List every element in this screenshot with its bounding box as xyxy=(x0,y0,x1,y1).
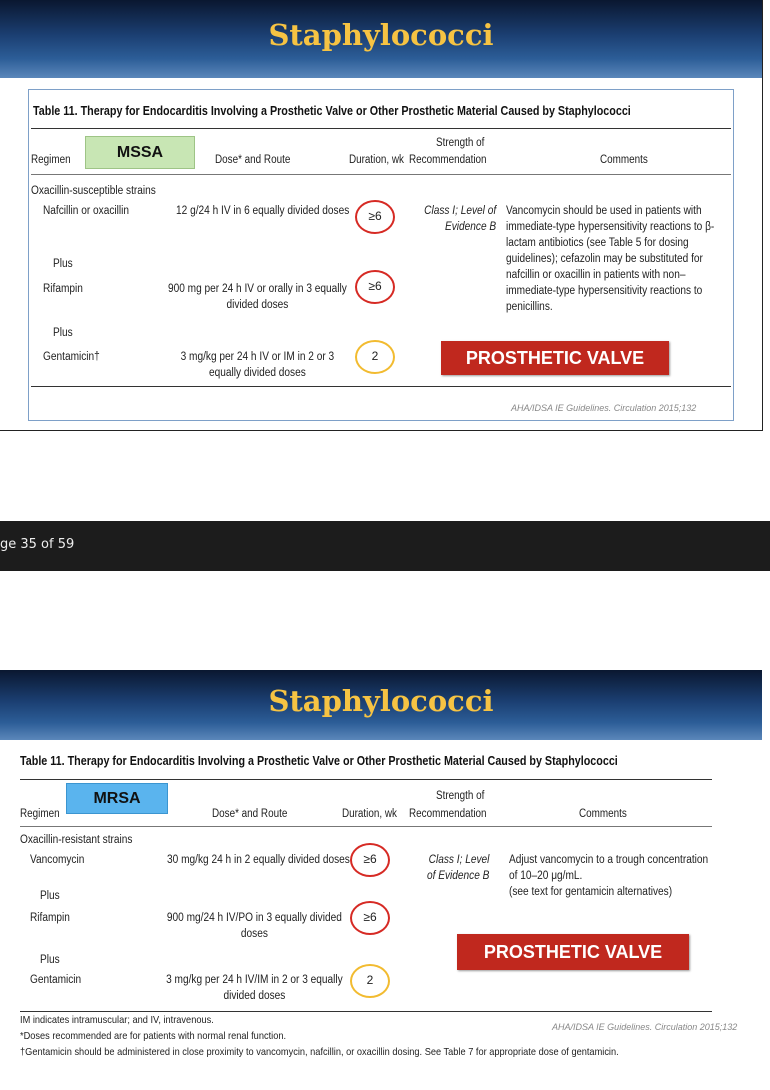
section-label: Oxacillin-susceptible strains xyxy=(31,185,156,197)
comments-text: Adjust vancomycin to a trough concentration of 10–20 μg/mL. xyxy=(509,854,709,882)
duration-oval-yellow: 2 xyxy=(355,340,395,374)
duration-oval-red: ≥6 xyxy=(355,200,395,234)
duration-oval-red: ≥6 xyxy=(350,843,390,877)
title-banner xyxy=(0,0,762,78)
dose-gentamicin: 3 mg/kg per 24 h IV/IM in 2 or 3 equally divided doses xyxy=(166,974,343,1002)
slide-mssa xyxy=(0,0,763,431)
slide-mrsa xyxy=(0,670,762,1090)
col-header-strength-2: Recommendation xyxy=(409,154,487,166)
table-rule-bottom xyxy=(31,386,731,387)
table-rule-bottom xyxy=(20,1011,712,1012)
strength-of-recommendation: Class I; Level of Evidence B xyxy=(424,205,497,233)
duration-oval-yellow: 2 xyxy=(350,964,390,998)
duration-oval-red: ≥6 xyxy=(355,270,395,304)
table-rule-top xyxy=(31,128,731,129)
col-header-regimen: Regimen xyxy=(20,808,60,820)
col-header-dose: Dose* and Route xyxy=(215,154,291,166)
drug-nafcillin: Nafcillin or oxacillin xyxy=(43,205,130,217)
citation: AHA/IDSA IE Guidelines. Circulation 2015;132 xyxy=(552,1022,738,1032)
comments-text: Vancomycin should be used in patients with immediate-type hypersensitivity reactions to β-lactam antibiotics (see Table 5 for dosing guidelines); cefazolin may be substituted for nafcillin or oxacillin in patients with non–immediate-type hypersensitivity reactions to penicillins. xyxy=(506,205,715,313)
col-header-dose: Dose* and Route xyxy=(212,808,288,820)
section-label: Oxacillin-resistant strains xyxy=(20,834,133,846)
viewer-page-bar xyxy=(0,521,770,571)
table-frame xyxy=(28,89,734,421)
col-header-comments: Comments xyxy=(579,808,627,820)
footnote-gentamicin: †Gentamicin should be administered in close proximity to vancomycin, nafcillin, or oxacillin dosing. See Table 7 for appropriate dose of gentamicin. xyxy=(20,1046,619,1058)
plus-label: Plus xyxy=(40,890,60,902)
dose-rifampin: 900 mg/24 h IV/PO in 3 equally divided doses xyxy=(166,912,342,940)
strength-of-recommendation: Class I; Level of Evidence B xyxy=(426,854,490,882)
slide-title: Staphylococci xyxy=(268,18,494,52)
col-header-duration: Duration, wk xyxy=(349,154,404,166)
plus-label: Plus xyxy=(53,327,73,339)
col-header-duration: Duration, wk xyxy=(342,808,397,820)
mrsa-tag: MRSA xyxy=(66,783,168,814)
footnote-doses: *Doses recommended are for patients with normal renal function. xyxy=(20,1030,287,1042)
drug-vancomycin: Vancomycin xyxy=(30,854,85,866)
col-header-comments: Comments xyxy=(600,154,648,166)
page-indicator: ge 35 of 59 xyxy=(0,537,75,552)
table-title: Table 11. Therapy for Endocarditis Involving a Prosthetic Valve or Other Prosthetic Material Caused by Staphylococci xyxy=(20,754,618,768)
comments-note: (see text for gentamicin alternatives) xyxy=(509,886,673,898)
dose-vancomycin: 30 mg/kg 24 h in 2 equally divided doses xyxy=(167,854,350,866)
slide-title: Staphylococci xyxy=(268,684,494,718)
drug-gentamicin: Gentamicin† xyxy=(43,351,100,363)
drug-rifampin: Rifampin xyxy=(30,912,70,924)
duration-oval-red: ≥6 xyxy=(350,901,390,935)
drug-gentamicin: Gentamicin xyxy=(30,974,82,986)
footnote-abbreviations: IM indicates intramuscular; and IV, intravenous. xyxy=(20,1014,214,1026)
title-banner xyxy=(0,670,762,740)
col-header-regimen: Regimen xyxy=(31,154,71,166)
citation: AHA/IDSA IE Guidelines. Circulation 2015;132 xyxy=(511,403,697,413)
drug-rifampin: Rifampin xyxy=(43,283,83,295)
table-rule-header xyxy=(31,174,731,175)
col-header-strength-1: Strength of xyxy=(436,137,485,149)
col-header-strength-1: Strength of xyxy=(436,790,485,802)
table-rule-header xyxy=(20,826,712,827)
table-title: Table 11. Therapy for Endocarditis Involving a Prosthetic Valve or Other Prosthetic Material Caused by Staphylococci xyxy=(33,104,631,118)
dose-rifampin: 900 mg per 24 h IV or orally in 3 equally divided doses xyxy=(167,283,347,311)
col-header-strength-2: Recommendation xyxy=(409,808,487,820)
plus-label: Plus xyxy=(53,258,73,270)
dose-gentamicin: 3 mg/kg per 24 h IV or IM in 2 or 3 equally divided doses xyxy=(180,351,335,379)
plus-label: Plus xyxy=(40,954,60,966)
table-rule-top xyxy=(20,779,712,780)
prosthetic-valve-callout: PROSTHETIC VALVE xyxy=(441,341,669,375)
mssa-tag: MSSA xyxy=(85,136,195,169)
prosthetic-valve-callout: PROSTHETIC VALVE xyxy=(457,934,689,970)
dose-nafcillin: 12 g/24 h IV in 6 equally divided doses xyxy=(176,205,350,217)
